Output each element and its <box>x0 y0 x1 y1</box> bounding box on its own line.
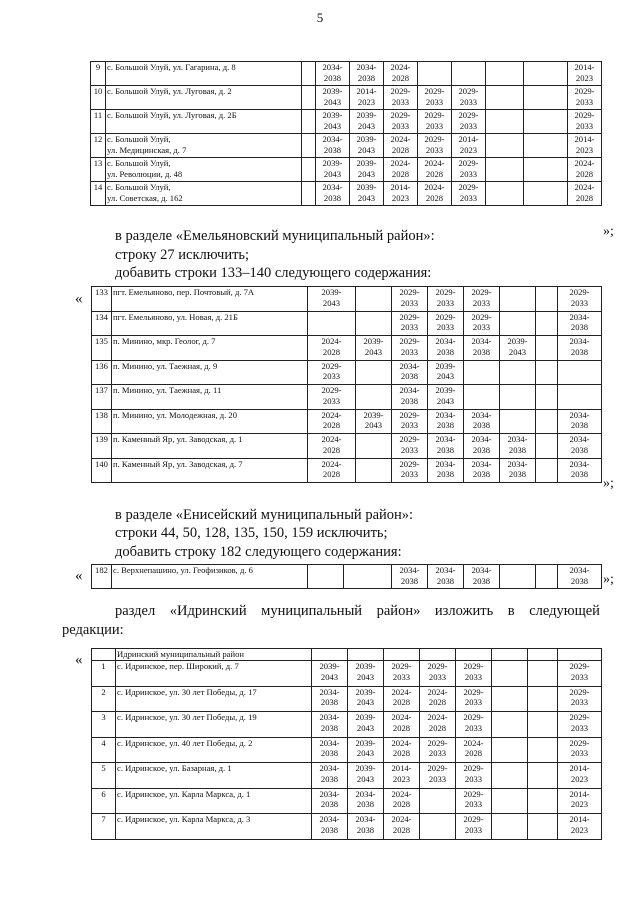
header-empty <box>384 649 420 661</box>
table-row <box>91 158 602 182</box>
row-period: 2029- 2033 <box>308 360 356 385</box>
row-period: 2034- 2038 <box>312 712 348 738</box>
header-empty <box>528 649 558 661</box>
row-address: с. Идринское, ул. Базарная, д. 1 <box>116 763 312 789</box>
row-period: 2029- 2033 <box>420 661 456 687</box>
row-period: 2024- 2028 <box>384 134 418 158</box>
row-period: 2034- 2038 <box>558 336 602 361</box>
section3-line1-word: в <box>507 603 515 619</box>
row-number: 182 <box>92 565 112 589</box>
row-period: 2024- 2028 <box>384 788 420 814</box>
table-row <box>91 86 602 110</box>
row-period: 2029- 2033 <box>418 134 452 158</box>
row-number: 10 <box>91 86 106 110</box>
row-period: 2024- 2028 <box>384 158 418 182</box>
row-period <box>536 409 558 434</box>
row-period: 2034- 2038 <box>428 565 464 589</box>
table-row <box>91 134 602 158</box>
row-period <box>528 788 558 814</box>
row-period <box>528 814 558 840</box>
row-period <box>536 311 558 336</box>
row-period <box>524 134 568 158</box>
row-period: 2029- 2033 <box>452 86 486 110</box>
row-period: 2039- 2043 <box>500 336 536 361</box>
row-period: 2029- 2033 <box>384 86 418 110</box>
row-period: 2034- 2038 <box>464 434 500 459</box>
row-period: 2029- 2033 <box>392 434 428 459</box>
row-period: 2024- 2028 <box>384 737 420 763</box>
row-period <box>356 458 392 483</box>
row-period: 2034- 2038 <box>312 788 348 814</box>
row-period: 2029- 2033 <box>456 814 492 840</box>
row-address: с. Идринское, пер. Широкий, д. 7 <box>116 661 312 687</box>
row-period <box>486 110 524 134</box>
section1-line2: строку 27 исключить; <box>115 247 250 263</box>
row-period: 2039- 2043 <box>316 86 350 110</box>
table-row <box>92 287 602 312</box>
row-period: 2029- 2033 <box>558 287 602 312</box>
row-address: с. Идринское, ул. Карла Маркса, д. 3 <box>116 814 312 840</box>
row-number: 3 <box>92 712 116 738</box>
row-number: 140 <box>92 458 112 483</box>
table-row <box>92 458 602 483</box>
row-number: 137 <box>92 385 112 410</box>
row-period <box>356 360 392 385</box>
row-period: 2034- 2038 <box>500 434 536 459</box>
row-period: 2029- 2033 <box>456 712 492 738</box>
section3-line1-word: «Идринский <box>169 603 247 619</box>
row-period: 2024- 2028 <box>568 182 602 206</box>
row-period: 2024- 2028 <box>420 712 456 738</box>
row-number: 136 <box>92 360 112 385</box>
row-period: 2024- 2028 <box>384 62 418 86</box>
row-period: 2014- 2023 <box>384 763 420 789</box>
row-period <box>558 385 602 410</box>
row-address: с. Большой Улуй, ул. Луговая, д. 2Б <box>106 110 302 134</box>
row-period: 2014- 2023 <box>558 814 602 840</box>
table-row <box>92 360 602 385</box>
row-period: 2029- 2033 <box>456 763 492 789</box>
row-period: 2029- 2033 <box>392 458 428 483</box>
row-period: 2029- 2033 <box>452 158 486 182</box>
table1-end-mark: »; <box>603 224 614 239</box>
row-period: 2034- 2038 <box>312 814 348 840</box>
row-period <box>344 565 392 589</box>
section1-line1: в разделе «Емельяновский муниципальный район»: <box>115 228 435 244</box>
row-period: 2039- 2043 <box>348 686 384 712</box>
table-row <box>92 661 602 687</box>
row-period: 2029- 2033 <box>418 110 452 134</box>
row-period: 2029- 2033 <box>428 311 464 336</box>
row-period <box>486 86 524 110</box>
row-number: 9 <box>91 62 106 86</box>
row-number: 12 <box>91 134 106 158</box>
section3-line2: редакции: <box>62 622 124 638</box>
row-period: 2039- 2043 <box>356 409 392 434</box>
row-period <box>302 62 316 86</box>
row-period: 2029- 2033 <box>568 86 602 110</box>
table-row <box>92 763 602 789</box>
row-period: 2039- 2043 <box>356 336 392 361</box>
row-number: 138 <box>92 409 112 434</box>
section3-line1 <box>115 602 600 620</box>
row-period <box>486 158 524 182</box>
table-row <box>92 737 602 763</box>
row-number: 2 <box>92 686 116 712</box>
row-period <box>492 661 528 687</box>
row-period <box>308 311 356 336</box>
row-number: 139 <box>92 434 112 459</box>
section2-line3: добавить строку 182 следующего содержания: <box>115 544 402 560</box>
row-address: п. Каменный Яр, ул. Заводская, д. 1 <box>112 434 308 459</box>
row-period: 2014- 2023 <box>350 86 384 110</box>
row-period <box>536 434 558 459</box>
row-period: 2034- 2038 <box>316 134 350 158</box>
row-period: 2014- 2023 <box>452 134 486 158</box>
table-row <box>92 409 602 434</box>
row-period <box>486 62 524 86</box>
table-row <box>92 336 602 361</box>
row-period: 2029- 2033 <box>392 409 428 434</box>
header-empty <box>312 649 348 661</box>
row-address: с. Большой Улуй, ул. Революции, д. 48 <box>106 158 302 182</box>
section2-line1: в разделе «Енисейский муниципальный район»: <box>115 507 414 523</box>
row-period <box>536 287 558 312</box>
row-period: 2024- 2028 <box>384 686 420 712</box>
row-period <box>492 788 528 814</box>
row-address: с. Идринское, ул. Карла Маркса, д. 1 <box>116 788 312 814</box>
row-period <box>356 311 392 336</box>
row-number: 6 <box>92 788 116 814</box>
row-period <box>528 661 558 687</box>
row-number: 5 <box>92 763 116 789</box>
row-period <box>500 565 536 589</box>
header-blank <box>92 649 116 661</box>
row-address: п. Минино, мкр. Геолог, д. 7 <box>112 336 308 361</box>
row-period <box>528 737 558 763</box>
row-period <box>536 565 558 589</box>
table-row <box>91 62 602 86</box>
row-period: 2029- 2033 <box>418 86 452 110</box>
section2-line2: строки 44, 50, 128, 135, 150, 159 исключить; <box>115 525 388 541</box>
row-period: 2034- 2038 <box>392 360 428 385</box>
row-period <box>492 712 528 738</box>
row-address: с. Большой Улуй, ул. Советская, д. 162 <box>106 182 302 206</box>
row-period <box>524 158 568 182</box>
row-address: п. Минино, ул. Таежная, д. 9 <box>112 360 308 385</box>
row-period: 2039- 2043 <box>348 712 384 738</box>
row-period <box>524 86 568 110</box>
table-row <box>92 565 602 589</box>
row-period: 2014- 2023 <box>558 788 602 814</box>
row-period <box>420 788 456 814</box>
row-period: 2034- 2038 <box>428 434 464 459</box>
row-period: 2014- 2023 <box>558 763 602 789</box>
row-period: 2034- 2038 <box>392 385 428 410</box>
row-period <box>492 814 528 840</box>
row-number: 1 <box>92 661 116 687</box>
row-period <box>308 565 344 589</box>
row-address: пгт. Емельяново, пер. Почтовый, д. 7А <box>112 287 308 312</box>
row-period: 2029- 2033 <box>428 287 464 312</box>
row-period: 2029- 2033 <box>392 311 428 336</box>
row-period: 2029- 2033 <box>558 686 602 712</box>
row-period: 2039- 2043 <box>316 158 350 182</box>
row-period: 2034- 2038 <box>316 182 350 206</box>
row-period <box>486 134 524 158</box>
row-period: 2034- 2038 <box>428 458 464 483</box>
row-period: 2029- 2033 <box>392 336 428 361</box>
table-row <box>92 814 602 840</box>
table-row <box>91 182 602 206</box>
row-address: п. Минино, ул. Таежная, д. 11 <box>112 385 308 410</box>
table-row <box>92 788 602 814</box>
row-address: с. Большой Улуй, ул. Луговая, д. 2 <box>106 86 302 110</box>
row-period <box>500 409 536 434</box>
section3-line1-word: район» <box>376 603 421 619</box>
row-period: 2039- 2043 <box>348 763 384 789</box>
row-period: 2029- 2033 <box>452 182 486 206</box>
section1-line3: добавить строки 133–140 следующего содержания: <box>115 265 432 281</box>
table2-end-mark: »; <box>603 476 614 491</box>
row-address: с. Идринское, ул. 30 лет Победы, д. 17 <box>116 686 312 712</box>
row-period: 2014- 2023 <box>384 182 418 206</box>
row-address: с. Верхнепашино, ул. Геофизиков, д. 6 <box>112 565 308 589</box>
row-period: 2034- 2038 <box>500 458 536 483</box>
row-period: 2014- 2023 <box>568 62 602 86</box>
section3-line1-word: следующей <box>529 603 600 619</box>
row-period <box>536 336 558 361</box>
row-period: 2029- 2033 <box>384 661 420 687</box>
row-period <box>486 182 524 206</box>
row-period <box>536 385 558 410</box>
table4-open-mark: « <box>75 652 83 668</box>
row-period: 2029- 2033 <box>456 686 492 712</box>
row-period <box>524 62 568 86</box>
header-empty <box>456 649 492 661</box>
row-period: 2039- 2043 <box>308 287 356 312</box>
row-period <box>356 434 392 459</box>
row-period: 2034- 2038 <box>558 409 602 434</box>
row-address: с. Идринское, ул. 30 лет Победы, д. 19 <box>116 712 312 738</box>
row-number: 14 <box>91 182 106 206</box>
row-period: 2034- 2038 <box>558 458 602 483</box>
row-period: 2039- 2043 <box>428 360 464 385</box>
row-period <box>558 360 602 385</box>
row-number: 4 <box>92 737 116 763</box>
row-address: пгт. Емельяново, ул. Новая, д. 21Б <box>112 311 308 336</box>
table-row <box>92 712 602 738</box>
row-period: 2029- 2033 <box>452 110 486 134</box>
row-period: 2039- 2043 <box>350 158 384 182</box>
row-period: 2029- 2033 <box>420 763 456 789</box>
row-number: 133 <box>92 287 112 312</box>
table-row <box>91 110 602 134</box>
row-period: 2024- 2028 <box>308 458 356 483</box>
row-period: 2024- 2028 <box>384 712 420 738</box>
row-period: 2034- 2038 <box>428 409 464 434</box>
row-period: 2034- 2038 <box>464 565 500 589</box>
row-period <box>524 110 568 134</box>
row-address: с. Идринское, ул. 40 лет Победы, д. 2 <box>116 737 312 763</box>
row-period: 2034- 2038 <box>464 409 500 434</box>
row-period: 2029- 2033 <box>464 287 500 312</box>
row-period: 2014- 2023 <box>568 134 602 158</box>
row-number: 135 <box>92 336 112 361</box>
row-number: 13 <box>91 158 106 182</box>
row-period <box>418 62 452 86</box>
row-period: 2029- 2033 <box>558 737 602 763</box>
row-period: 2034- 2038 <box>312 686 348 712</box>
row-period <box>492 737 528 763</box>
row-period: 2039- 2043 <box>312 661 348 687</box>
row-address: с. Большой Улуй, ул. Медицинская, д. 7 <box>106 134 302 158</box>
header-empty <box>348 649 384 661</box>
row-period <box>302 182 316 206</box>
row-address: п. Каменный Яр, ул. Заводская, д. 7 <box>112 458 308 483</box>
row-period <box>302 86 316 110</box>
row-period <box>492 763 528 789</box>
row-period <box>492 686 528 712</box>
row-period: 2024- 2028 <box>420 686 456 712</box>
row-period: 2024- 2028 <box>568 158 602 182</box>
table-emelyanovsky <box>91 286 602 483</box>
row-period: 2034- 2038 <box>350 62 384 86</box>
row-period: 2039- 2043 <box>348 661 384 687</box>
row-period: 2039- 2043 <box>350 134 384 158</box>
row-period: 2034- 2038 <box>312 763 348 789</box>
table3-end-mark: »; <box>603 572 614 587</box>
row-period: 2029- 2033 <box>456 788 492 814</box>
row-period <box>356 287 392 312</box>
section3-line1-word: раздел <box>115 603 156 619</box>
row-period <box>500 360 536 385</box>
table-row <box>92 385 602 410</box>
row-period: 2034- 2038 <box>464 458 500 483</box>
row-period: 2034- 2038 <box>348 814 384 840</box>
table-row <box>92 434 602 459</box>
row-period <box>302 158 316 182</box>
row-period: 2039- 2043 <box>350 110 384 134</box>
row-address: п. Минино, ул. Молодежная, д. 20 <box>112 409 308 434</box>
row-period: 2034- 2038 <box>348 788 384 814</box>
row-period: 2024- 2028 <box>308 434 356 459</box>
row-period: 2034- 2038 <box>558 565 602 589</box>
row-period: 2039- 2043 <box>350 182 384 206</box>
row-period <box>464 360 500 385</box>
header-district: Идринский муниципальный район <box>116 649 312 661</box>
table-idrinsky <box>91 648 602 840</box>
header-empty <box>558 649 602 661</box>
table-row <box>92 311 602 336</box>
row-period <box>302 110 316 134</box>
row-period: 2029- 2033 <box>464 311 500 336</box>
row-period: 2024- 2028 <box>418 158 452 182</box>
table-eniseysky <box>91 564 602 589</box>
row-number: 134 <box>92 311 112 336</box>
page-number: 5 <box>316 10 324 25</box>
row-period: 2029- 2033 <box>558 712 602 738</box>
row-period <box>452 62 486 86</box>
row-number: 11 <box>91 110 106 134</box>
row-period: 2024- 2028 <box>384 814 420 840</box>
row-period: 2029- 2033 <box>558 661 602 687</box>
row-period: 2029- 2033 <box>420 737 456 763</box>
row-period: 2034- 2038 <box>316 62 350 86</box>
row-period: 2029- 2033 <box>392 287 428 312</box>
row-period <box>528 686 558 712</box>
header-empty <box>492 649 528 661</box>
row-period <box>536 458 558 483</box>
row-period: 2024- 2028 <box>308 336 356 361</box>
row-period <box>500 385 536 410</box>
section3-line1-word: изложить <box>434 603 494 619</box>
row-period <box>356 385 392 410</box>
table3-open-mark: « <box>75 568 83 584</box>
row-period <box>528 763 558 789</box>
row-period: 2034- 2038 <box>464 336 500 361</box>
row-period: 2029- 2033 <box>384 110 418 134</box>
row-period: 2034- 2038 <box>392 565 428 589</box>
row-period <box>420 814 456 840</box>
row-period: 2029- 2033 <box>456 661 492 687</box>
section3-line1-word: муниципальный <box>261 603 363 619</box>
row-period: 2039- 2043 <box>428 385 464 410</box>
row-period <box>500 287 536 312</box>
table-bolshoy-uluy <box>90 61 602 206</box>
row-period <box>536 360 558 385</box>
row-period <box>528 712 558 738</box>
row-number: 7 <box>92 814 116 840</box>
row-period: 2034- 2038 <box>428 336 464 361</box>
row-period: 2029- 2033 <box>568 110 602 134</box>
row-period <box>302 134 316 158</box>
table-header-row <box>92 649 602 661</box>
row-period <box>500 311 536 336</box>
row-period: 2034- 2038 <box>312 737 348 763</box>
row-period: 2029- 2033 <box>308 385 356 410</box>
header-empty <box>420 649 456 661</box>
row-period: 2024- 2028 <box>308 409 356 434</box>
row-period: 2034- 2038 <box>558 434 602 459</box>
row-period <box>524 182 568 206</box>
row-address: с. Большой Улуй, ул. Гагарина, д. 8 <box>106 62 302 86</box>
row-period: 2039- 2043 <box>348 737 384 763</box>
table2-open-mark: « <box>75 291 83 307</box>
table-row <box>92 686 602 712</box>
row-period: 2024- 2028 <box>418 182 452 206</box>
row-period: 2024- 2028 <box>456 737 492 763</box>
row-period <box>464 385 500 410</box>
row-period: 2039- 2043 <box>316 110 350 134</box>
row-period: 2034- 2038 <box>558 311 602 336</box>
